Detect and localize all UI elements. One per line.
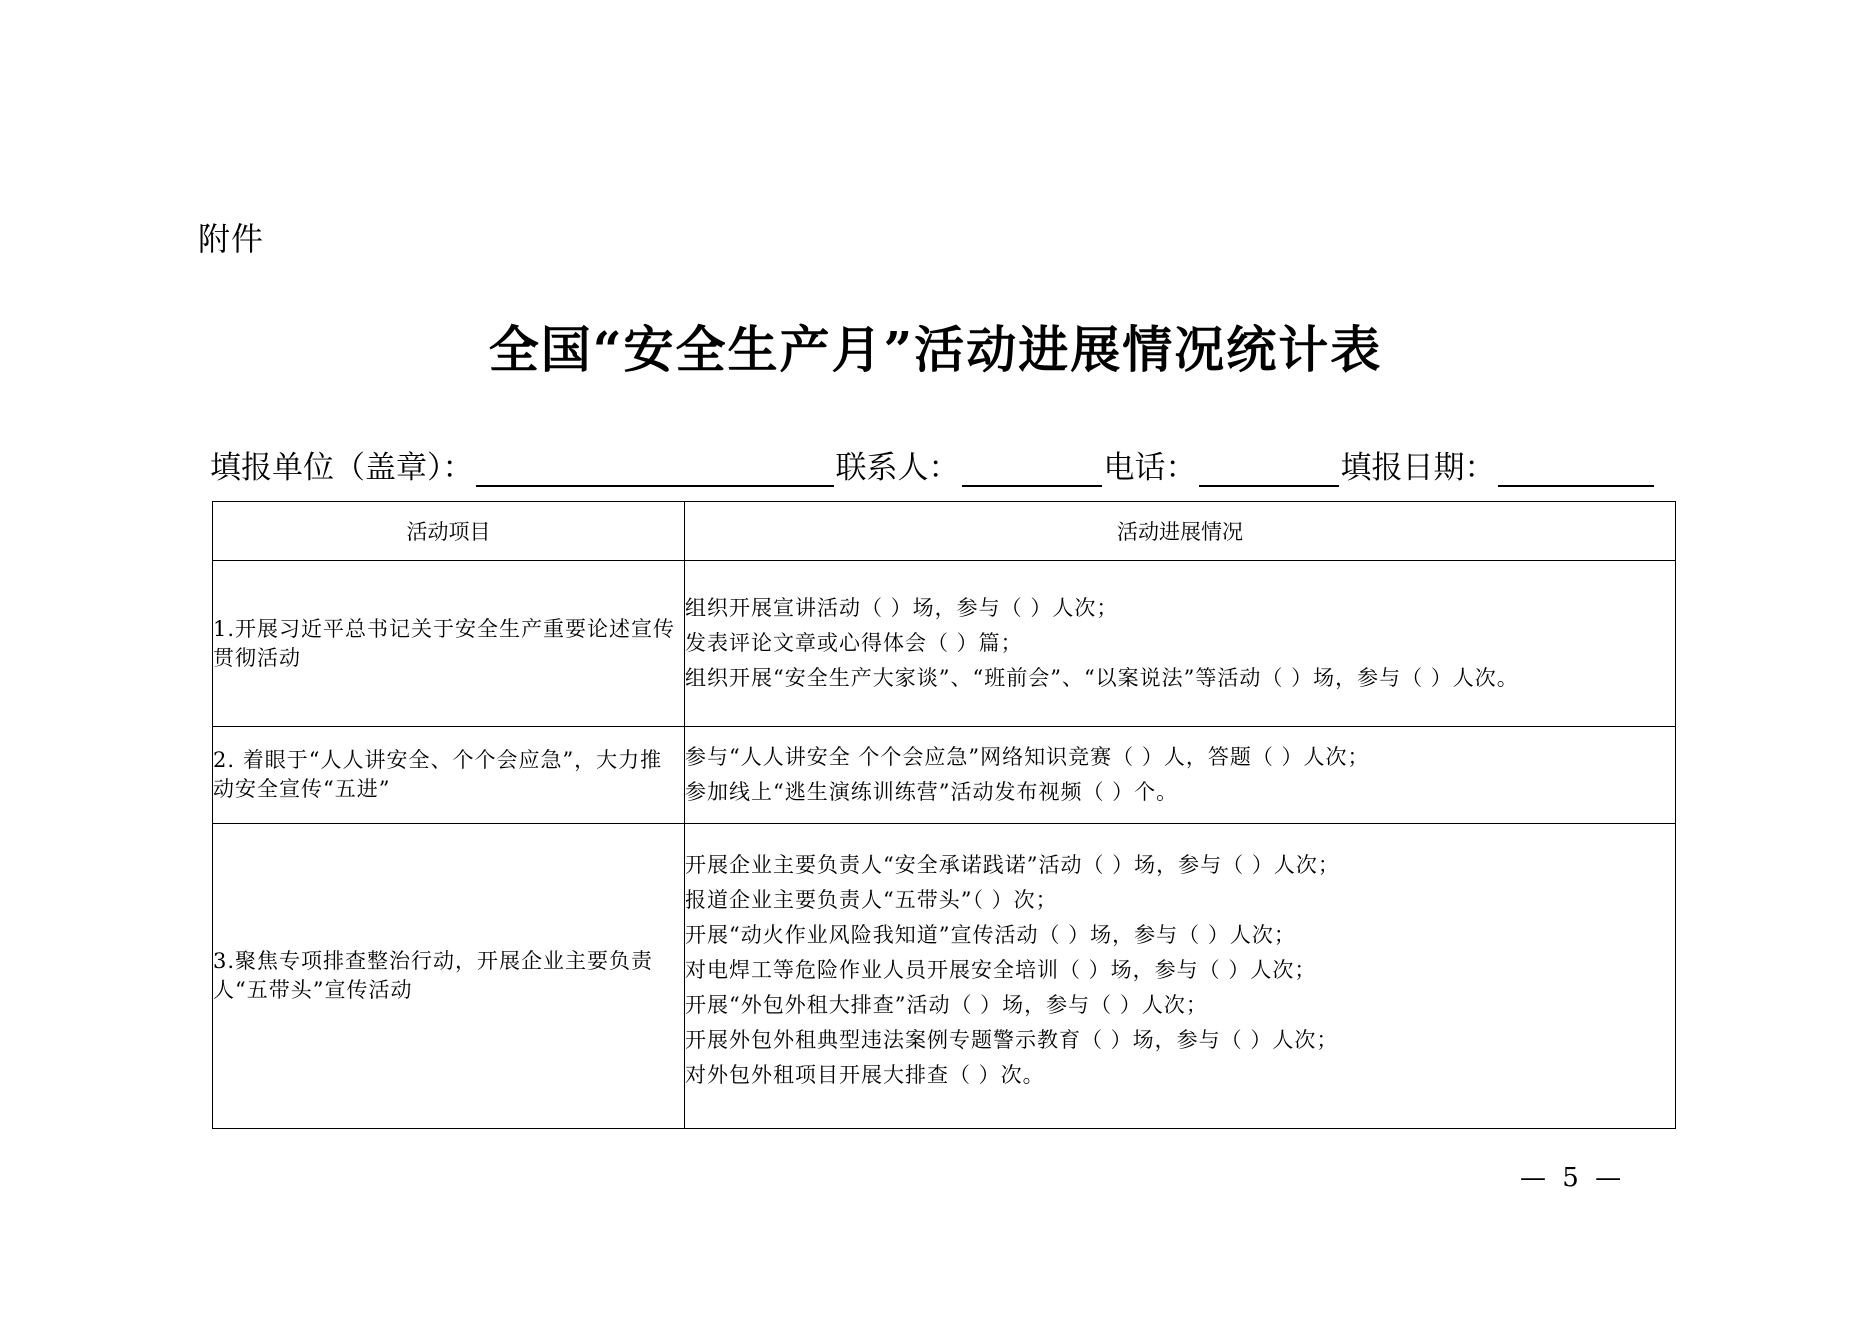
progress-line: 开展“动火作业风险我知道”宣传活动（ ）场，参与（ ）人次； <box>685 923 1296 947</box>
page-title: 全国“安全生产月”活动进展情况统计表 <box>488 320 1383 379</box>
statistics-table <box>212 501 1676 1129</box>
contact-label: 联系人： <box>835 450 960 486</box>
progress-line: 开展外包外租典型违法案例专题警示教育（ ）场，参与（ ）人次； <box>685 1028 1339 1052</box>
contact-blank <box>962 451 1102 487</box>
activity-progress-cell <box>685 727 1676 824</box>
attachment-label: 附件 <box>198 220 265 258</box>
progress-line: 对电焊工等危险作业人员开展安全培训（ ）场，参与（ ）人次； <box>685 958 1317 982</box>
fill-in-header <box>210 442 1656 487</box>
activity-item-cell: 1.开展习近平总书记关于安全生产重要论述宣传贯彻活动 <box>213 561 685 727</box>
activity-progress-cell <box>685 824 1676 1129</box>
progress-line: 开展“外包外租大排查”活动（ ）场，参与（ ）人次； <box>685 993 1208 1017</box>
phone-blank <box>1199 451 1339 487</box>
unit-label: 填报单位（盖章）： <box>210 450 474 486</box>
table-row <box>213 561 1676 727</box>
activity-item-cell: 3.聚焦专项排查整治行动，开展企业主要负责人“五带头”宣传活动 <box>213 824 685 1129</box>
table-row <box>213 824 1676 1129</box>
progress-line: 参加线上“逃生演练训练营”活动发布视频（ ）个。 <box>685 780 1179 804</box>
date-label: 填报日期： <box>1340 450 1496 486</box>
page-number: — 5 — <box>1520 1163 1626 1193</box>
header-activity-item: 活动项目 <box>213 502 685 561</box>
progress-line: 参与“人人讲安全 个个会应急”网络知识竞赛（ ）人，答题（ ）人次； <box>685 745 1370 769</box>
header-activity-progress: 活动进展情况 <box>685 502 1676 561</box>
unit-blank <box>476 451 834 487</box>
progress-line: 组织开展宣讲活动（ ）场，参与（ ）人次； <box>685 596 1119 620</box>
progress-line: 组织开展“安全生产大家谈”、“班前会”、“以案说法”等活动（ ）场，参与（ ）人次。 <box>685 666 1519 690</box>
date-blank <box>1498 451 1654 487</box>
phone-label: 电话： <box>1103 450 1197 486</box>
progress-line: 开展企业主要负责人“安全承诺践诺”活动（ ）场，参与（ ）人次； <box>685 853 1340 877</box>
activity-item-cell: 2. 着眼于“人人讲安全、个个会应急”，大力推动安全宣传“五进” <box>213 727 685 824</box>
table-row <box>213 727 1676 824</box>
progress-line: 报道企业主要负责人“五带头”（ ）次； <box>685 888 1058 912</box>
table-header-row <box>213 502 1676 561</box>
progress-line: 对外包外租项目开展大排查（ ）次。 <box>685 1063 1045 1087</box>
progress-line: 发表评论文章或心得体会（ ）篇； <box>685 631 1023 655</box>
activity-progress-cell <box>685 561 1676 727</box>
